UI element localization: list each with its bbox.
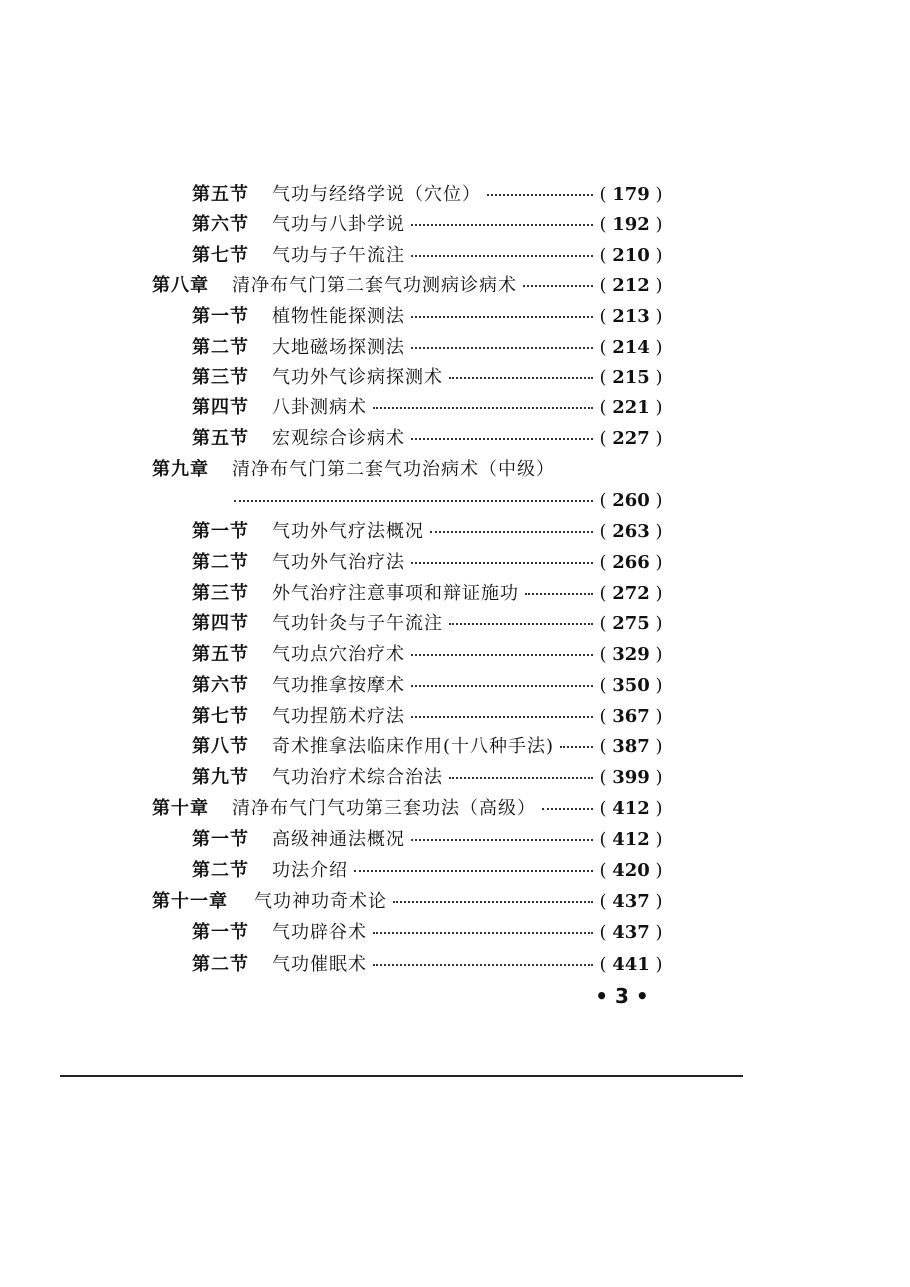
toc-section-row (0, 180, 910, 210)
dot-leader (449, 623, 593, 625)
toc-section-row (0, 302, 910, 332)
toc-page-number (594, 671, 668, 701)
section-title: 功法介绍 (272, 860, 348, 881)
open-paren: ( (599, 490, 613, 511)
dot-leader (411, 224, 593, 226)
toc-page-value: 399 (612, 767, 650, 788)
toc-page-value: 260 (612, 490, 650, 511)
close-paren: ) (649, 367, 663, 388)
section-label: 第三节 (192, 583, 249, 604)
open-paren: ( (599, 798, 613, 819)
toc-page-value: 212 (612, 275, 650, 296)
toc-section-row (0, 918, 910, 948)
section-title: 八卦测病术 (272, 397, 367, 418)
toc-page-value: 221 (612, 397, 650, 418)
open-paren: ( (599, 397, 613, 418)
dot-leader (449, 377, 593, 379)
toc-page-value: 387 (612, 736, 650, 757)
dot-leader (373, 407, 593, 409)
toc-page-value: 437 (612, 891, 650, 912)
toc-page-value: 192 (612, 214, 650, 235)
toc-page-value: 179 (612, 184, 650, 205)
section-title: 气功与子午流注 (272, 245, 405, 266)
section-label: 第八节 (192, 736, 249, 757)
section-title: 气功推拿按摩术 (272, 675, 405, 696)
section-label: 第七节 (192, 245, 249, 266)
section-label: 第三节 (192, 367, 249, 388)
toc-section-row (0, 950, 910, 980)
dot-leader (373, 932, 593, 934)
section-label: 第九节 (192, 767, 249, 788)
open-paren: ( (599, 337, 613, 358)
toc-section-row (0, 579, 910, 609)
toc-page-number (594, 548, 668, 578)
toc-page-number (594, 517, 668, 547)
dot-leader (411, 716, 593, 718)
section-title: 大地磁场探测法 (272, 337, 405, 358)
close-paren: ) (649, 644, 663, 665)
open-paren: ( (599, 275, 613, 296)
dot-leader (411, 562, 593, 564)
toc-page-number (594, 702, 668, 732)
section-title: 气功辟谷术 (272, 922, 367, 943)
chapter-title: 清净布气门第二套气功治病术（中级） (232, 459, 555, 480)
close-paren: ) (649, 706, 663, 727)
dot-leader (560, 746, 593, 748)
chapter-title: 清净布气门气功第三套功法（高级） (232, 798, 536, 819)
toc-section-row (0, 640, 910, 670)
section-title: 外气治疗注意事项和辩证施功 (272, 583, 519, 604)
toc-page-value: 367 (612, 706, 650, 727)
close-paren: ) (649, 736, 663, 757)
dot-leader (234, 500, 593, 502)
toc-page-value: 272 (612, 583, 650, 604)
toc-page-number (594, 393, 668, 423)
open-paren: ( (599, 184, 613, 205)
open-paren: ( (599, 767, 613, 788)
chapter-title: 清净布气门第二套气功测病诊病术 (232, 275, 517, 296)
chapter-label: 第十一章 (152, 891, 228, 912)
section-title: 宏观综合诊病术 (272, 428, 405, 449)
section-label: 第五节 (192, 428, 249, 449)
toc-section-row (0, 702, 910, 732)
toc-chapter-row (0, 794, 910, 824)
toc-section-row (0, 856, 910, 886)
dot-leader (411, 438, 593, 440)
toc-page-number (594, 918, 668, 948)
toc-page-value: 266 (612, 552, 650, 573)
toc-page-value: 412 (612, 798, 650, 819)
section-title: 植物性能探测法 (272, 306, 405, 327)
close-paren: ) (649, 428, 663, 449)
toc-page-number (594, 486, 668, 516)
toc-page-number (594, 424, 668, 454)
toc-page-value: 227 (612, 428, 650, 449)
dot-leader (525, 593, 593, 595)
section-title: 气功捏筋术疗法 (272, 706, 405, 727)
section-title: 气功针灸与子午流注 (272, 613, 443, 634)
open-paren: ( (599, 306, 613, 327)
dot-leader (393, 901, 593, 903)
close-paren: ) (649, 521, 663, 542)
section-label: 第六节 (192, 214, 249, 235)
toc-page-number (594, 333, 668, 363)
toc-section-row (0, 825, 910, 855)
section-title: 气功催眠术 (272, 954, 367, 975)
section-title: 气功外气疗法概况 (272, 521, 424, 542)
section-label: 第一节 (192, 922, 249, 943)
toc-chapter-row (0, 887, 910, 917)
dot-leader (373, 964, 593, 966)
dot-leader (411, 316, 593, 318)
open-paren: ( (599, 829, 613, 850)
section-label: 第一节 (192, 521, 249, 542)
dot-leader (430, 531, 593, 533)
close-paren: ) (649, 397, 663, 418)
bottom-rule (60, 1075, 743, 1077)
section-label: 第二节 (192, 954, 249, 975)
open-paren: ( (599, 245, 613, 266)
chapter-label: 第十章 (152, 798, 209, 819)
open-paren: ( (599, 736, 613, 757)
dot-leader (411, 839, 593, 841)
toc-page-value: 263 (612, 521, 650, 542)
section-label: 第四节 (192, 613, 249, 634)
toc-section-row (0, 241, 910, 271)
open-paren: ( (599, 428, 613, 449)
section-label: 第二节 (192, 337, 249, 358)
section-label: 第二节 (192, 552, 249, 573)
toc-page-number (594, 363, 668, 393)
open-paren: ( (599, 613, 613, 634)
toc-page-value: 350 (612, 675, 650, 696)
toc-page-number (594, 950, 668, 980)
section-label: 第四节 (192, 397, 249, 418)
toc-section-row (0, 210, 910, 240)
dot-leader (542, 808, 593, 810)
toc-page-number (594, 763, 668, 793)
dot-leader (449, 777, 593, 779)
open-paren: ( (599, 214, 613, 235)
close-paren: ) (649, 860, 663, 881)
open-paren: ( (599, 552, 613, 573)
section-title: 气功点穴治疗术 (272, 644, 405, 665)
close-paren: ) (649, 583, 663, 604)
section-title: 气功与八卦学说 (272, 214, 405, 235)
toc-page-number (594, 609, 668, 639)
open-paren: ( (599, 922, 613, 943)
dot-leader (411, 347, 593, 349)
toc-page-number (594, 732, 668, 762)
section-label: 第一节 (192, 306, 249, 327)
close-paren: ) (649, 184, 663, 205)
close-paren: ) (649, 954, 663, 975)
section-label: 第二节 (192, 860, 249, 881)
toc-page-number (594, 302, 668, 332)
close-paren: ) (649, 675, 663, 696)
toc-page-number (594, 825, 668, 855)
toc-section-row (0, 517, 910, 547)
toc-page-number (594, 271, 668, 301)
toc-chapter-row (0, 271, 910, 301)
open-paren: ( (599, 860, 613, 881)
section-title: 气功治疗术综合治法 (272, 767, 443, 788)
toc-page-value: 214 (612, 337, 650, 358)
section-label: 第五节 (192, 184, 249, 205)
section-label: 第五节 (192, 644, 249, 665)
toc-page-value: 412 (612, 829, 650, 850)
toc-page-value: 215 (612, 367, 650, 388)
chapter-label: 第八章 (152, 275, 209, 296)
toc-page-number (594, 579, 668, 609)
section-title: 气功外气诊病探测术 (272, 367, 443, 388)
toc-section-row (0, 609, 910, 639)
open-paren: ( (599, 367, 613, 388)
toc-section-row (0, 671, 910, 701)
toc-section-row (0, 363, 910, 393)
close-paren: ) (649, 922, 663, 943)
close-paren: ) (649, 245, 663, 266)
dot-leader (487, 194, 593, 196)
open-paren: ( (599, 644, 613, 665)
toc-section-row (0, 732, 910, 762)
section-label: 第七节 (192, 706, 249, 727)
close-paren: ) (649, 275, 663, 296)
toc-chapter-continuation-row (0, 486, 910, 516)
close-paren: ) (649, 306, 663, 327)
open-paren: ( (599, 706, 613, 727)
toc-section-row (0, 763, 910, 793)
toc-page-value: 275 (612, 613, 650, 634)
open-paren: ( (599, 954, 613, 975)
dot-leader (411, 654, 593, 656)
close-paren: ) (649, 337, 663, 358)
toc-page-value: 329 (612, 644, 650, 665)
dot-leader (354, 870, 593, 872)
section-title: 奇术推拿法临床作用(十八种手法) (272, 736, 555, 757)
section-title: 气功与经络学说（穴位） (272, 184, 481, 205)
toc-page-value: 420 (612, 860, 650, 881)
toc-page-value: 213 (612, 306, 650, 327)
close-paren: ) (649, 891, 663, 912)
chapter-label: 第九章 (152, 459, 209, 480)
open-paren: ( (599, 675, 613, 696)
close-paren: ) (649, 798, 663, 819)
toc-page-value: 441 (612, 954, 650, 975)
dot-leader (411, 685, 593, 687)
toc-section-row (0, 393, 910, 423)
dot-leader (523, 285, 593, 287)
toc-chapter-row (0, 455, 910, 485)
toc-section-row (0, 548, 910, 578)
toc-page-number (594, 640, 668, 670)
close-paren: ) (649, 829, 663, 850)
close-paren: ) (649, 490, 663, 511)
section-title: 高级神通法概况 (272, 829, 405, 850)
toc-section-row (0, 333, 910, 363)
open-paren: ( (599, 521, 613, 542)
open-paren: ( (599, 891, 613, 912)
section-title: 气功外气治疗法 (272, 552, 405, 573)
toc-page-number (594, 241, 668, 271)
section-label: 第一节 (192, 829, 249, 850)
toc-page-value: 210 (612, 245, 650, 266)
toc-page-number (594, 794, 668, 824)
toc-page-number (594, 180, 668, 210)
open-paren: ( (599, 583, 613, 604)
toc-page-value: 437 (612, 922, 650, 943)
section-label: 第六节 (192, 675, 249, 696)
page-number: • 3 • (595, 984, 649, 1008)
chapter-title: 气功神功奇术论 (254, 891, 387, 912)
toc-page-number (594, 210, 668, 240)
toc-section-row (0, 424, 910, 454)
dot-leader (411, 255, 593, 257)
close-paren: ) (649, 214, 663, 235)
close-paren: ) (649, 767, 663, 788)
toc-page-number (594, 887, 668, 917)
close-paren: ) (649, 613, 663, 634)
close-paren: ) (649, 552, 663, 573)
toc-page-number (594, 856, 668, 886)
